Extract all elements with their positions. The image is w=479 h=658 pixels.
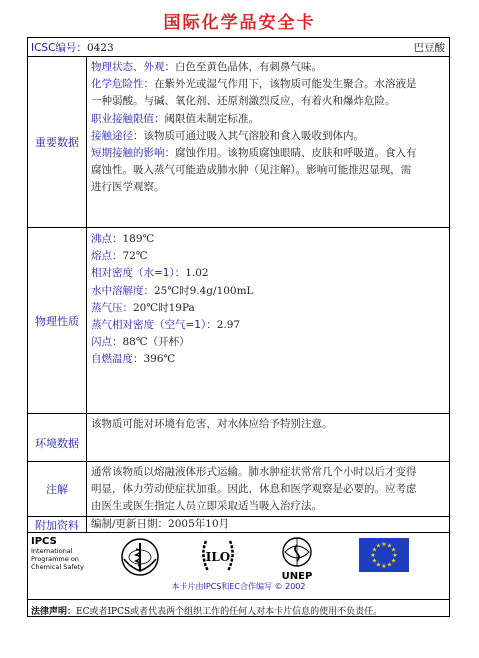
chem-hazard-line-2: 一种弱酸。与碱、氧化剂、还原剂激烈反应，有着火和爆炸危险。 xyxy=(91,95,396,108)
environment-content: 该物质可能对环境有危害，对水体应给予特别注意。 xyxy=(91,418,333,430)
star-icon: ★ xyxy=(386,561,393,569)
flash-point: 闪点：88℃（开杯） xyxy=(91,336,190,349)
ilo-emblem-icon xyxy=(198,535,238,577)
notes-line-2: 明显，体力劳动使症状加重。因此，休息和医学观察是必要的。应考虑 xyxy=(91,483,417,495)
section-physical xyxy=(28,228,449,414)
star-icon: ★ xyxy=(381,541,387,548)
notes-line-3: 由医生或医生指定人员立即采取适当吸入治疗法。 xyxy=(91,500,322,512)
who-emblem-icon xyxy=(120,537,160,577)
star-icon: ★ xyxy=(392,552,398,559)
star-icon: ★ xyxy=(390,557,397,565)
chem-hazard-line: 化学危险性：在紫外光或湿气作用下，该物质可能发生聚合。水溶液是 xyxy=(91,78,417,91)
section-label-notes: 注解 xyxy=(28,462,87,516)
section-label-physical: 物理性质 xyxy=(28,228,87,413)
physical-content xyxy=(88,228,449,413)
unep-emblem-icon xyxy=(276,535,318,581)
section-additional xyxy=(28,517,449,533)
star-icon: ★ xyxy=(386,542,393,550)
physical-state-line: 物理状态、外观：白色至黄色晶体，有刺鼻气味。 xyxy=(91,61,322,73)
star-icon: ★ xyxy=(371,557,378,565)
section-label-important: 重要数据 xyxy=(28,57,87,227)
star-icon: ★ xyxy=(370,552,376,559)
additional-content: 编制/更新日期：2005年10月 xyxy=(91,518,230,530)
section-environment xyxy=(28,414,449,462)
notes-line: 通常该物质以熔融液体形式运输。肺水肿症状常常几个小时以后才变得 xyxy=(91,466,417,478)
vapor-density: 蒸气相对密度（空气=1）：2.97 xyxy=(91,319,241,332)
star-icon: ★ xyxy=(381,563,387,570)
section-label-additional: 附加资料 xyxy=(28,517,87,532)
exposure-limit-line: 职业接触限值：阈限值未制定标准。 xyxy=(91,112,259,125)
chemical-name: 巴豆酸 xyxy=(413,42,445,54)
legal-row xyxy=(28,600,449,616)
autoignition-temp: 自燃温度：396℃ xyxy=(91,353,176,366)
relative-density: 相对密度（水=1）：1.02 xyxy=(91,267,209,280)
section-label-environment: 环境数据 xyxy=(28,414,87,461)
legal-disclaimer: 法律声明：EC或者IPCS或者代表两个组织工作的任何人对本卡片信息的使用不负责任。 xyxy=(31,607,383,617)
safety-card xyxy=(27,37,450,617)
star-icon: ★ xyxy=(375,561,382,569)
important-content xyxy=(88,57,449,227)
vapor-pressure: 蒸气压：20℃时19Pa xyxy=(91,301,195,314)
star-icon: ★ xyxy=(371,546,378,554)
star-icon: ★ xyxy=(390,546,397,554)
cooperation-text: 本卡片由IPCS和EC合作编写 © 2002 xyxy=(171,582,306,591)
unep-logo-text: UNEP xyxy=(281,571,313,581)
ec-flag-icon xyxy=(359,538,409,572)
boiling-point: 沸点：189℃ xyxy=(91,233,155,245)
notes-content xyxy=(88,462,449,516)
section-notes xyxy=(28,462,449,517)
card-title: 国际化学品安全卡 xyxy=(163,13,316,33)
short-term-line-2: 腐蚀性。吸入蒸气可能造成肺水肿（见注解）。影响可能推迟显现，需 xyxy=(91,164,412,177)
header-row xyxy=(28,38,449,57)
short-term-line: 短期接触的影响：腐蚀作用。该物质腐蚀眼睛、皮肤和呼吸道。食入有 xyxy=(91,147,417,160)
melting-point: 熔点：72℃ xyxy=(91,250,148,263)
icsc-number: ICSC编号：0423 xyxy=(31,42,114,54)
short-term-line-3: 进行医学观察。 xyxy=(91,181,165,194)
water-solubility: 水中溶解度：25℃时9.4g/100mL xyxy=(91,284,254,297)
section-important xyxy=(28,57,449,228)
route-line: 接触途径：该物质可通过吸入其气溶胶和食入吸收到体内。 xyxy=(91,129,364,142)
ipcs-logo: IPCS International Programme on Chemical Safety xyxy=(31,536,85,571)
logos-row xyxy=(28,533,449,600)
star-icon: ★ xyxy=(375,542,382,550)
ilo-logo-text: ILO xyxy=(205,550,231,564)
